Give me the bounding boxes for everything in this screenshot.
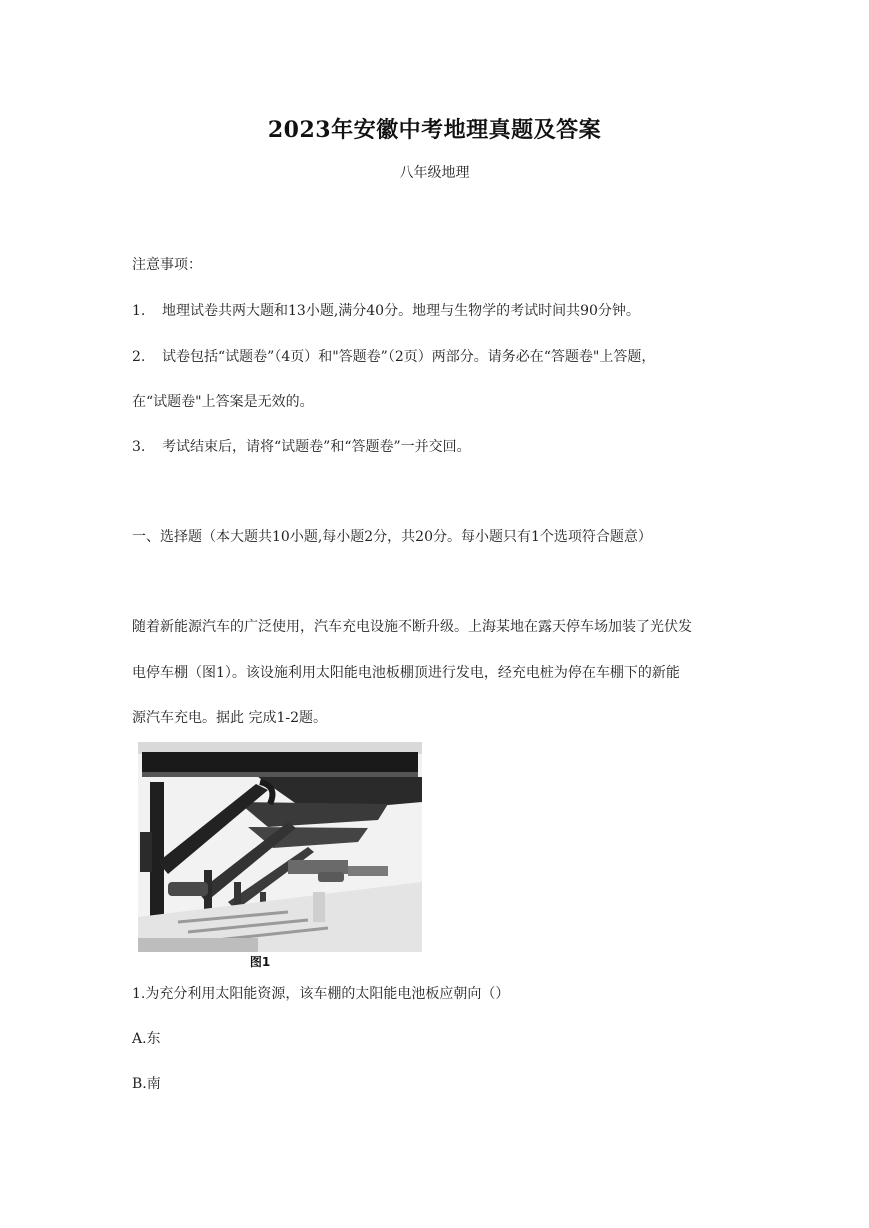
question-1-stem: 1.为充分利用太阳能资源，该车棚的太阳能电池板应朝向（） (132, 986, 510, 1002)
notice-item-1 (132, 301, 742, 321)
notice-item-number: 1. (132, 303, 146, 319)
page-title: 2023年安徽中考地理真题及答案 (267, 117, 602, 143)
passage-line-1: 随着新能源汽车的广泛使用，汽车充电设施不断升级。上海某地在露天停车场加装了光伏发 (132, 619, 692, 635)
question-1-option-b: B.南 (132, 1076, 161, 1092)
notice-item-number: 2. (132, 349, 146, 365)
passage-line-3: 源汽车充电。据此 完成1-2题。 (132, 710, 327, 726)
notice-item-text: 考试结束后，请将“试题卷”和“答题卷”一并交回。 (162, 439, 471, 455)
figure-caption: 图1 (249, 955, 271, 969)
notice-heading: 注意事项： (132, 257, 202, 273)
notice-item-text: 试卷包括“试题卷”（4页）和"答题卷”（2页）两部分。请务必在“答题卷"上答题， (162, 349, 656, 365)
notice-item-text: 地理试卷共两大题和13小题,满分40分。地理与生物学的考试时间共90分钟。 (162, 303, 640, 319)
carport-photo-image (138, 742, 422, 952)
notice-item-2 (132, 347, 742, 367)
section-heading: 一、选择题（本大题共10小题,每小题2分，共20分。每小题只有1个选项符合题意） (132, 529, 652, 545)
passage-line-2: 电停车棚（图1）。该设施利用太阳能电池板棚顶进行发电，经充电桩为停在车棚下的新能 (132, 665, 680, 681)
notice-item-number: 3. (132, 439, 146, 455)
page-subtitle: 八年级地理 (399, 165, 470, 181)
notice-item-2-continuation: 在“试题卷"上答案是无效的。 (132, 394, 314, 410)
question-1-option-a: A.东 (132, 1031, 161, 1047)
notice-item-3 (132, 437, 742, 457)
figure-solar-carport-photo (138, 742, 422, 970)
